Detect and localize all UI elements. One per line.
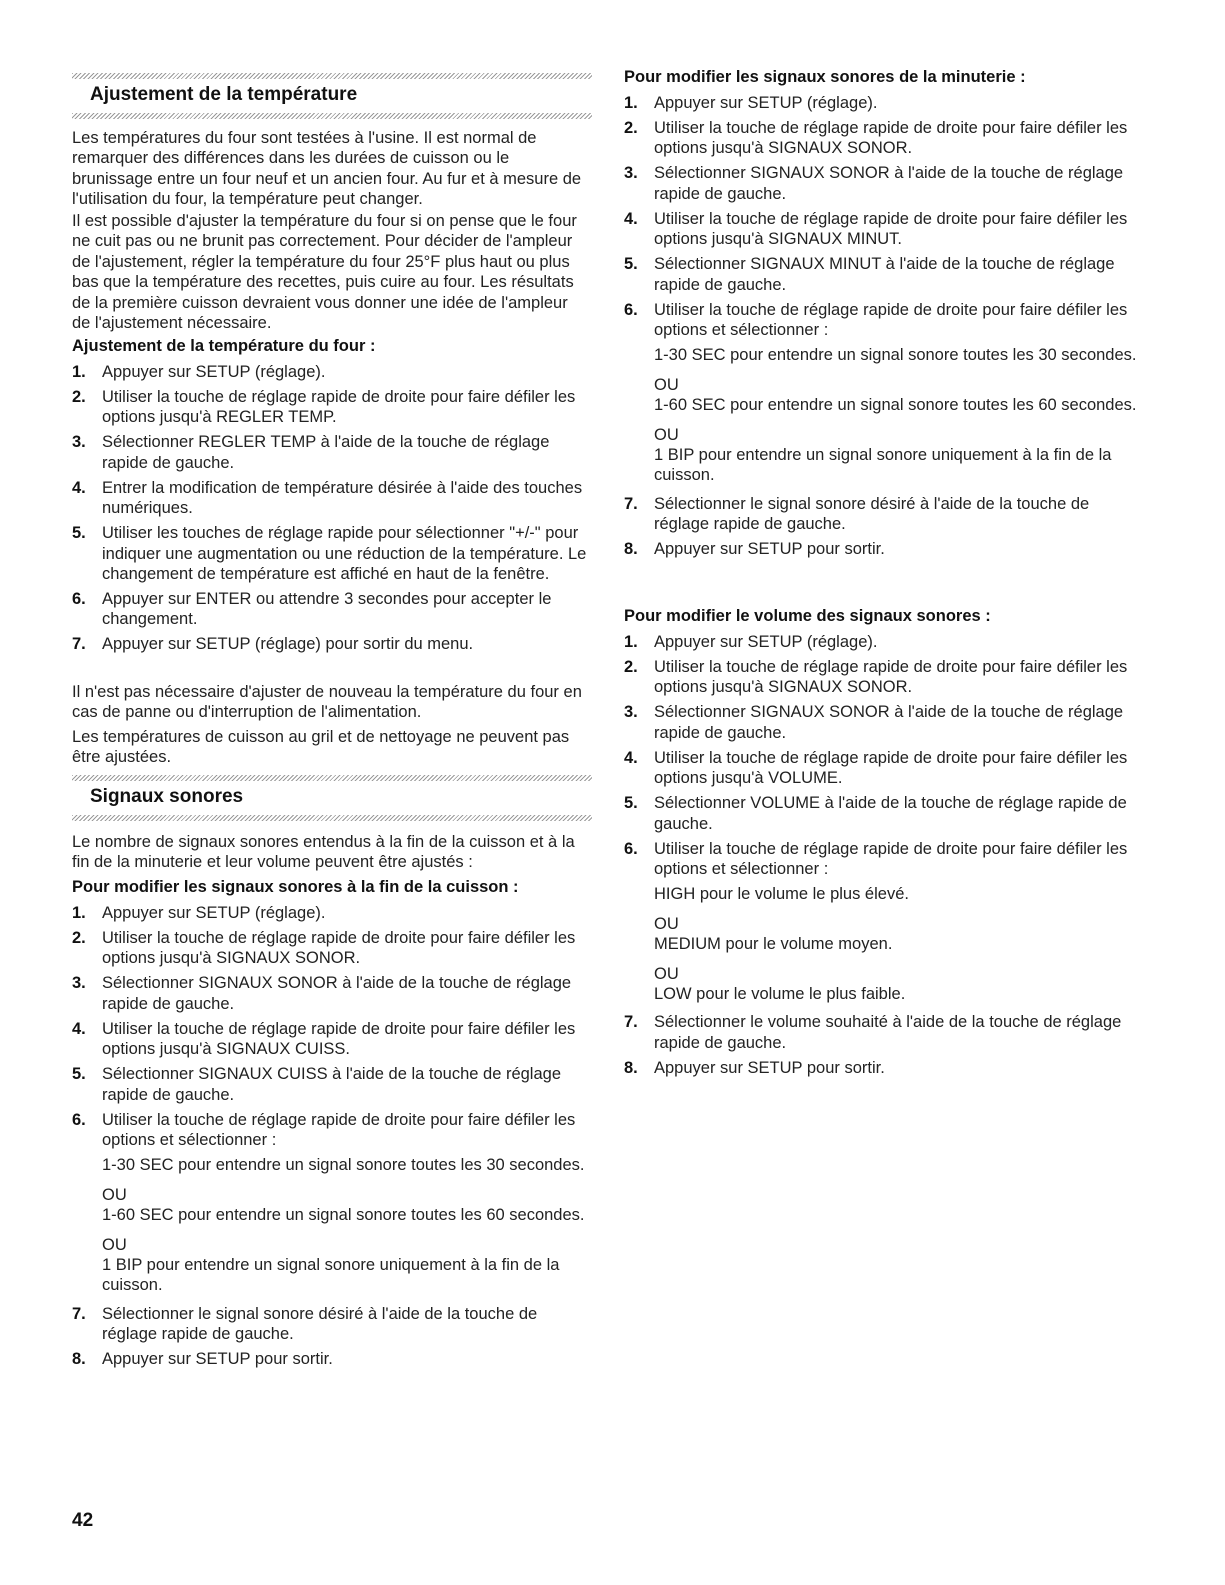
step-number: 8. [624, 1058, 638, 1077]
step-text: Appuyer sur SETUP pour sortir. [654, 1058, 885, 1077]
or-label: OU [102, 1185, 127, 1204]
list-item [72, 362, 592, 382]
list-item [72, 387, 592, 428]
step-number: 4. [624, 209, 638, 228]
list-item [624, 494, 1144, 535]
step-number: 6. [624, 839, 638, 858]
list-item [624, 1012, 1144, 1053]
step-number: 7. [624, 494, 638, 513]
list-item [624, 748, 1144, 789]
step-text: Utiliser la touche de réglage rapide de droite pour faire défiler les options jusqu'à SIGNAUX SONOR. [102, 929, 576, 968]
list-item [624, 163, 1144, 204]
option-group [654, 345, 1144, 485]
steps-list [72, 903, 592, 1374]
list-item [72, 1349, 592, 1369]
step-text: Appuyer sur SETUP (réglage). [654, 633, 878, 651]
step-number: 8. [72, 1350, 86, 1369]
option-text: 1 BIP pour entendre un signal sonore uniquement à la fin de la cuisson. [102, 1256, 560, 1295]
step-number: 4. [72, 478, 86, 497]
step-number: 6. [72, 590, 86, 609]
step-text: Sélectionner SIGNAUX SONOR à l'aide de la touche de réglage rapide de gauche. [654, 703, 1124, 742]
step-text: Utiliser la touche de réglage rapide de droite pour faire défiler les options et sélectionner : [654, 300, 1128, 340]
subheading: Pour modifier le volume des signaux sonores : [624, 607, 991, 625]
subheading: Pour modifier les signaux sonores de la minuterie : [624, 68, 1026, 86]
step-number: 5. [624, 255, 638, 274]
step-number: 2. [624, 658, 638, 676]
step-text: Utiliser la touche de réglage rapide de droite pour faire défiler les options jusqu'à SIGNAUX SONOR. [654, 119, 1128, 158]
step-text: Utiliser la touche de réglage rapide de droite pour faire défiler les options jusqu'à SIGNAUX CUISS. [102, 1019, 576, 1059]
paragraph: Les températures du four sont testées à l'usine. Il est normal de remarquer des différences dans les durées de cuisson ou le brunissage entre un four neuf et un ancien four. Au fur et à mesure de l'utilisation du four, la température peut changer. [72, 129, 582, 209]
option-text: 1 BIP pour entendre un signal sonore uniquement à la fin de la cuisson. [654, 446, 1112, 485]
list-item [624, 702, 1144, 743]
step-text: Utiliser la touche de réglage rapide de droite pour faire défiler les options jusqu'à SIGNAUX MINUT. [654, 209, 1128, 249]
header-stripe-bottom [72, 113, 592, 119]
step-number: 8. [624, 540, 638, 559]
step-text: Appuyer sur SETUP (réglage). [102, 904, 326, 922]
step-text: Appuyer sur ENTER ou attendre 3 secondes pour accepter le changement. [102, 590, 552, 629]
option-text: LOW pour le volume le plus faible. [654, 985, 906, 1004]
step-text: Appuyer sur SETUP (réglage). [102, 363, 326, 381]
list-item [72, 903, 592, 923]
step-number: 1. [72, 904, 86, 922]
list-item [624, 839, 1144, 1005]
step-text: Utiliser les touches de réglage rapide pour sélectionner "+/-" pour indiquer une augmentation ou une réduction de la température. Le changement de température est affiché en haut de la fenêtre. [102, 524, 587, 584]
or-label: OU [654, 914, 679, 933]
step-number: 7. [72, 635, 86, 654]
step-number: 2. [72, 929, 86, 947]
list-item [624, 209, 1144, 250]
step-text: Appuyer sur SETUP (réglage). [654, 94, 878, 112]
step-number: 6. [624, 300, 638, 319]
step-text: Sélectionner REGLER TEMP à l'aide de la touche de réglage rapide de gauche. [102, 433, 550, 472]
list-item [72, 1304, 592, 1345]
step-text: Sélectionner SIGNAUX MINUT à l'aide de la touche de réglage rapide de gauche. [654, 255, 1115, 294]
option-group [654, 884, 1144, 1004]
paragraph: Il est possible d'ajuster la température du four si on pense que le four ne cuit pas ou ne brunit pas correctement. Pour décider de l'ampleur de l'ajustement, régler la température du four 25°F plus haut ou plus bas que la température des recettes, puis cuire au four. Les résultats de la première cuisson devraient vous donner une idée de l'ampleur de l'ajustement nécessaire. [72, 212, 577, 333]
list-item [72, 523, 592, 584]
list-item [624, 1058, 1144, 1078]
or-label: OU [654, 964, 679, 983]
step-number: 6. [72, 1110, 86, 1129]
step-number: 3. [72, 433, 86, 452]
subheading: Pour modifier les signaux sonores à la fin de la cuisson : [72, 878, 519, 896]
step-text: Sélectionner le signal sonore désiré à l'aide de la touche de réglage rapide de gauche. [102, 1304, 538, 1344]
list-item [72, 973, 592, 1014]
step-text: Sélectionner le volume souhaité à l'aide de la touche de réglage rapide de gauche. [654, 1013, 1122, 1052]
page-number: 42 [72, 1510, 94, 1531]
step-number: 5. [624, 794, 638, 813]
paragraph: Il n'est pas nécessaire d'ajuster de nouveau la température du four en cas de panne ou d'interruption de l'alimentation. [72, 683, 582, 722]
step-text: Utiliser la touche de réglage rapide de droite pour faire défiler les options et sélectionner : [102, 1110, 576, 1150]
option-text: 1-30 SEC pour entendre un signal sonore toutes les 30 secondes. [102, 1156, 585, 1175]
or-label: OU [654, 425, 679, 444]
or-label: OU [102, 1235, 127, 1254]
step-text: Appuyer sur SETUP pour sortir. [654, 540, 885, 559]
step-text: Utiliser la touche de réglage rapide de droite pour faire défiler les options jusqu'à REGLER TEMP. [102, 388, 576, 427]
step-text: Entrer la modification de température désirée à l'aide des touches numériques. [102, 478, 583, 518]
step-text: Utiliser la touche de réglage rapide de droite pour faire défiler les options jusqu'à SIGNAUX SONOR. [654, 658, 1128, 697]
list-item [72, 1019, 592, 1060]
header-stripe-top [72, 775, 592, 781]
list-item [72, 634, 592, 654]
step-number: 1. [72, 363, 86, 381]
section-header-signals [72, 775, 592, 821]
step-number: 7. [72, 1304, 86, 1323]
option-text: HIGH pour le volume le plus élevé. [654, 885, 909, 904]
step-number: 7. [624, 1013, 638, 1032]
list-item [72, 432, 592, 473]
paragraph: Les températures de cuisson au gril et de nettoyage ne peuvent pas être ajustées. [72, 728, 570, 767]
list-item [72, 1110, 592, 1296]
list-item [624, 657, 1144, 698]
list-item [72, 928, 592, 969]
section-header-temperature [72, 73, 592, 119]
option-group [102, 1155, 592, 1295]
list-item [624, 254, 1144, 295]
step-number: 3. [72, 974, 86, 993]
step-number: 2. [624, 119, 638, 137]
option-text: MEDIUM pour le volume moyen. [654, 935, 893, 954]
option-text: 1-60 SEC pour entendre un signal sonore toutes les 60 secondes. [654, 396, 1137, 415]
list-item [624, 118, 1144, 159]
section-title: Ajustement de la température [90, 84, 358, 105]
steps-list [624, 93, 1144, 564]
steps-list [72, 362, 592, 659]
step-number: 2. [72, 388, 86, 406]
list-item [72, 478, 592, 519]
step-number: 4. [72, 1019, 86, 1038]
header-stripe-bottom [72, 815, 592, 821]
or-label: OU [654, 375, 679, 394]
step-number: 3. [624, 703, 638, 722]
list-item [72, 1064, 592, 1105]
steps-list [624, 632, 1144, 1083]
step-number: 4. [624, 748, 638, 767]
list-item [624, 300, 1144, 486]
step-text: Sélectionner SIGNAUX SONOR à l'aide de la touche de réglage rapide de gauche. [654, 164, 1124, 203]
list-item [624, 793, 1144, 834]
list-item [72, 589, 592, 630]
step-text: Appuyer sur SETUP pour sortir. [102, 1350, 333, 1369]
step-text: Appuyer sur SETUP (réglage) pour sortir du menu. [102, 635, 474, 654]
option-text: 1-60 SEC pour entendre un signal sonore toutes les 60 secondes. [102, 1206, 585, 1225]
step-text: Sélectionner le signal sonore désiré à l'aide de la touche de réglage rapide de gauche. [654, 494, 1090, 534]
step-text: Utiliser la touche de réglage rapide de droite pour faire défiler les options jusqu'à VOLUME. [654, 748, 1128, 788]
list-item [624, 93, 1144, 113]
step-text: Sélectionner SIGNAUX SONOR à l'aide de la touche de réglage rapide de gauche. [102, 974, 572, 1013]
step-number: 5. [72, 524, 86, 543]
step-text: Utiliser la touche de réglage rapide de droite pour faire défiler les options et sélectionner : [654, 839, 1128, 879]
header-stripe-top [72, 73, 592, 79]
paragraph: Le nombre de signaux sonores entendus à la fin de la cuisson et à la fin de la minuterie et leur volume peuvent être ajustés : [72, 833, 575, 872]
step-number: 1. [624, 94, 638, 112]
section-title: Signaux sonores [90, 786, 244, 807]
option-text: 1-30 SEC pour entendre un signal sonore toutes les 30 secondes. [654, 346, 1137, 365]
list-item [624, 632, 1144, 652]
step-number: 3. [624, 164, 638, 183]
list-item [624, 539, 1144, 559]
subheading: Ajustement de la température du four : [72, 337, 376, 355]
step-number: 1. [624, 633, 638, 651]
step-text: Sélectionner VOLUME à l'aide de la touche de réglage rapide de gauche. [654, 794, 1127, 833]
step-number: 5. [72, 1065, 86, 1084]
step-text: Sélectionner SIGNAUX CUISS à l'aide de la touche de réglage rapide de gauche. [102, 1065, 561, 1104]
